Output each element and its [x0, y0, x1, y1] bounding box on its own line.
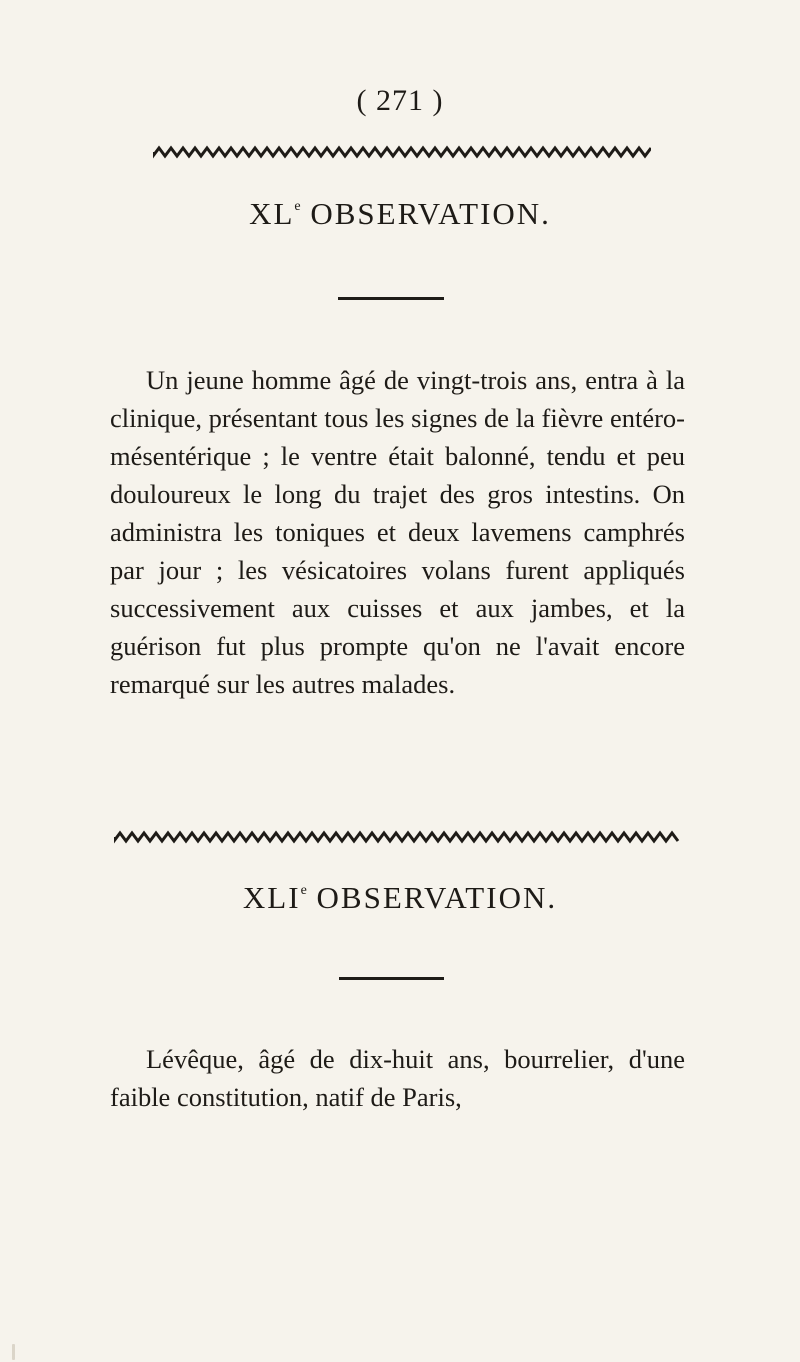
observation-41-superscript: e: [300, 883, 307, 898]
observation-40-text: Un jeune homme âgé de vingt-trois ans, entra à la clinique, présentant tous les signes de la fièvre entéro-mésentérique ; le ventre était balonné, tendu et peu douloureux le long du trajet des gros intestins. On administra les toniques et deux lavemens camphrés par jour ; les vésicatoires volans furent appliqués successivement aux cuisses et aux jambes, et la guérison fut plus prompte qu'on ne l'avait encore remarqué sur les autres malades.: [110, 365, 685, 699]
top-ornament-divider: [153, 145, 651, 159]
observation-40-label: OBSERVATION.: [310, 196, 551, 231]
observation-40-roman: XL: [249, 196, 295, 231]
middle-ornament-divider: [114, 830, 680, 844]
observation-40-heading: [0, 196, 800, 232]
observation-41-text: Lévêque, âgé de dix-huit ans, bourrelier, d'une faible constitution, natif de Paris,: [110, 1044, 685, 1112]
page-number: ( 271 ): [356, 84, 444, 117]
observation-41-label: OBSERVATION.: [316, 880, 558, 915]
observation-40-rule: [338, 297, 444, 300]
observation-41-heading: [0, 880, 800, 916]
observation-41-roman: XLI: [242, 880, 301, 915]
paper-speck: [12, 1344, 15, 1360]
observation-40-superscript: e: [294, 199, 301, 214]
observation-41-rule: [339, 977, 444, 980]
